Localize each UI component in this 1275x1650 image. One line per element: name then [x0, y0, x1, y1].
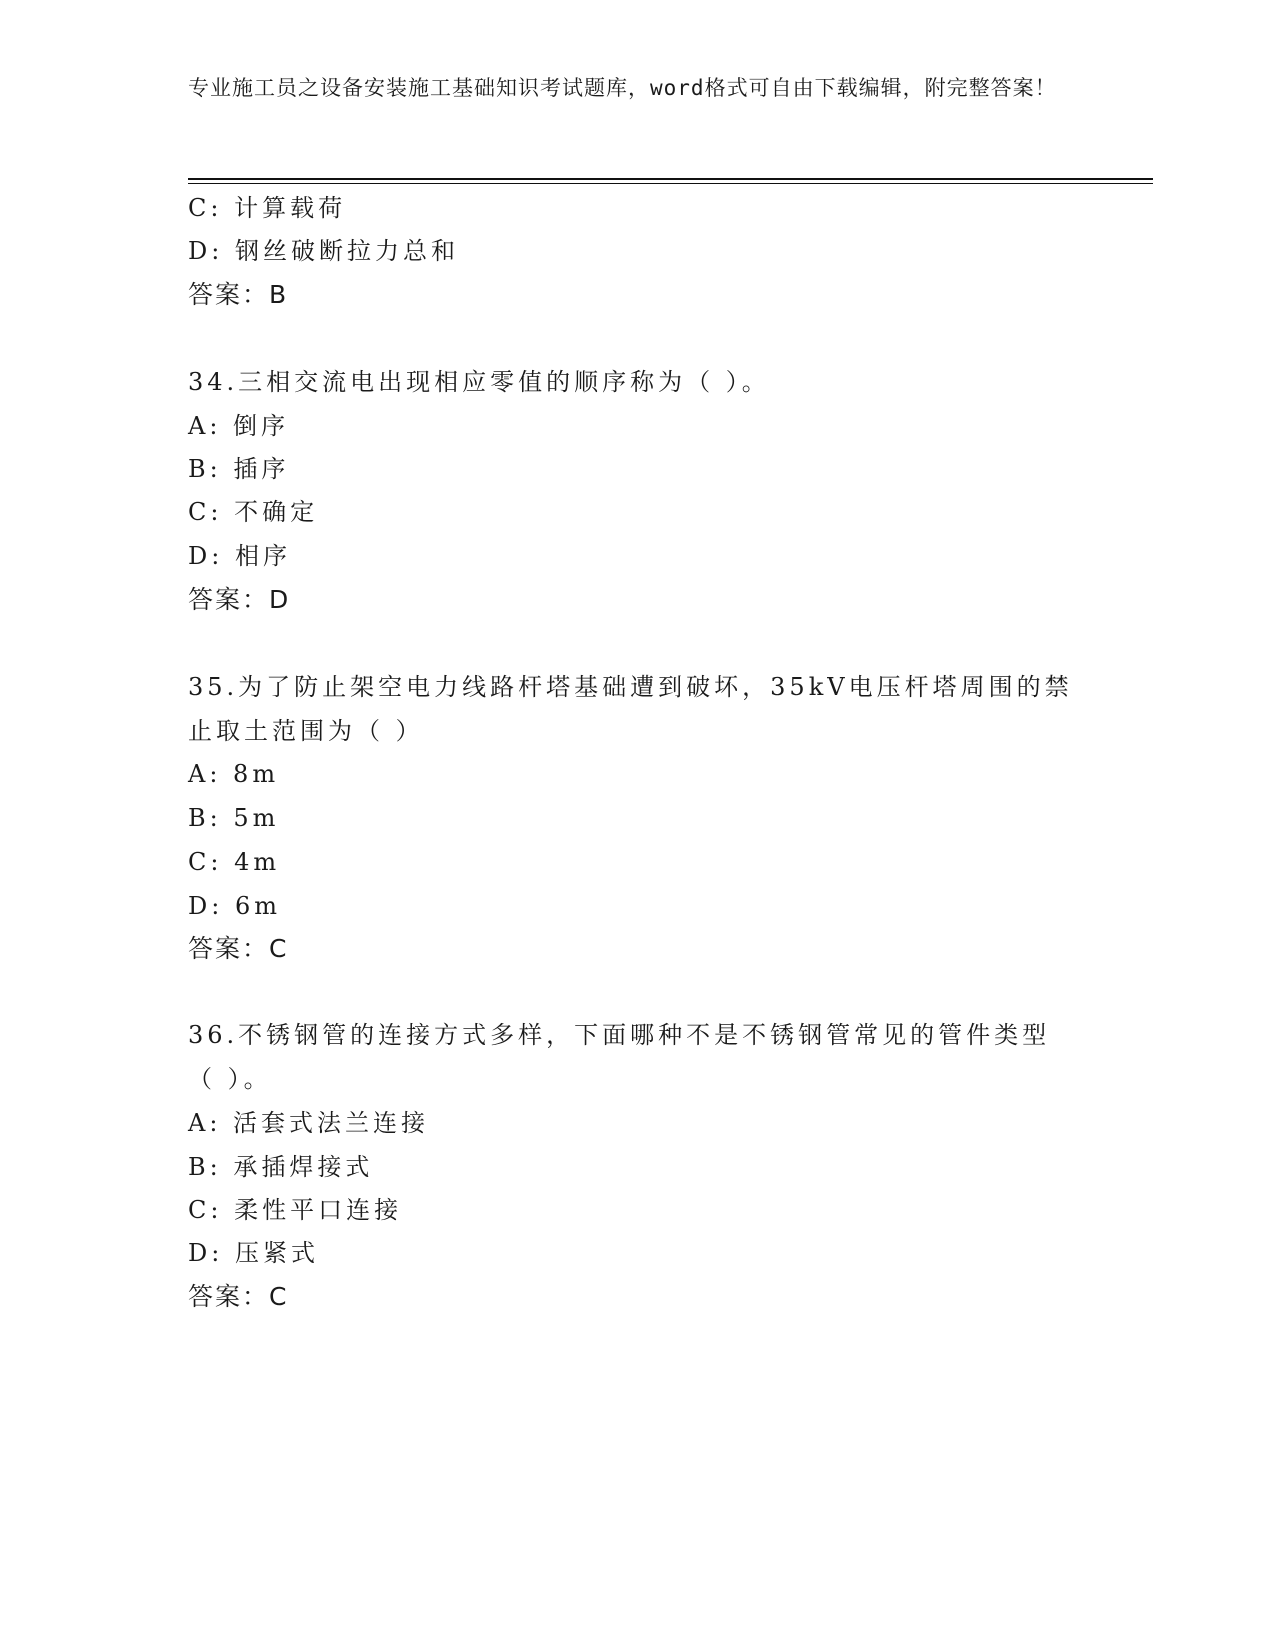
q34-option-b: B: 插序	[188, 455, 290, 483]
q35-option-a: A: 8m	[188, 760, 280, 788]
q36-stem-line2: （ ）。	[188, 1065, 272, 1093]
q35-stem-line1: 35.为了防止架空电力线路杆塔基础遭到破坏，35kV电压杆塔周围的禁	[188, 673, 1073, 701]
q34-stem: 34.三相交流电出现相应零值的顺序称为（ ）。	[188, 368, 770, 396]
q33-option-c: C: 计算载荷	[188, 194, 347, 222]
header-divider-thick	[188, 178, 1153, 180]
q33-option-d: D: 钢丝破断拉力总和	[188, 237, 459, 265]
q36-option-c: C: 柔性平口连接	[188, 1196, 403, 1224]
q36-stem-line1: 36.不锈钢管的连接方式多样，下面哪种不是不锈钢管常见的管件类型	[188, 1021, 1051, 1049]
q36-answer: 答案：C	[188, 1282, 289, 1311]
q36-option-b: B: 承插焊接式	[188, 1153, 374, 1181]
header-divider-thin	[188, 183, 1153, 184]
q35-answer: 答案：C	[188, 934, 289, 963]
q35-option-b: B: 5m	[188, 804, 280, 832]
document-header: 专业施工员之设备安装施工基础知识考试题库，word格式可自由下载编辑，附完整答案！	[188, 76, 1057, 100]
q34-answer: 答案：D	[188, 585, 291, 614]
q36-option-d: D: 压紧式	[188, 1239, 319, 1267]
q35-option-d: D: 6m	[188, 892, 281, 920]
q34-option-d: D: 相序	[188, 542, 291, 570]
q34-option-c: C: 不确定	[188, 498, 319, 526]
q34-option-a: A: 倒序	[188, 412, 290, 440]
q35-stem-line2: 止取土范围为（ ）	[188, 717, 424, 745]
q36-option-a: A: 活套式法兰连接	[188, 1109, 430, 1137]
q35-option-c: C: 4m	[188, 848, 281, 876]
q33-answer: 答案：B	[188, 280, 289, 309]
